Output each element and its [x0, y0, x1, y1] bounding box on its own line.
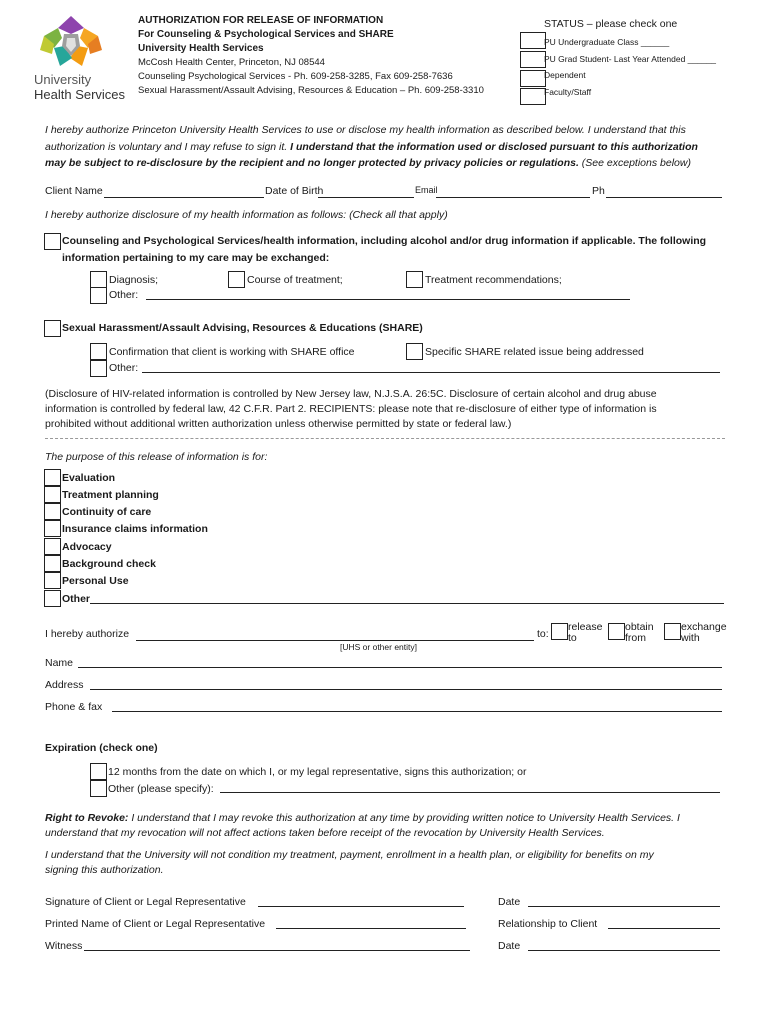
- purpose-advocacy: Advocacy: [62, 541, 112, 553]
- signature-date-label: Date: [498, 896, 521, 908]
- client-name-label: Client Name: [45, 185, 103, 197]
- dob-label: Date of Birth: [265, 185, 324, 197]
- release-to-checkbox[interactable]: [551, 623, 568, 640]
- purpose-insurance: Insurance claims information: [62, 523, 208, 535]
- share-other-field[interactable]: [142, 372, 720, 373]
- purpose-checkbox-treatment-planning[interactable]: [44, 486, 61, 503]
- intro-line-2: [45, 141, 698, 153]
- purpose-checkbox-advocacy[interactable]: [44, 538, 61, 555]
- share-confirm-label: Confirmation that client is working with SHARE office: [109, 346, 355, 358]
- obtain-from-checkbox[interactable]: [608, 623, 625, 640]
- recommendations-checkbox[interactable]: [406, 271, 423, 288]
- diagnosis-checkbox[interactable]: [90, 271, 107, 288]
- course-checkbox[interactable]: [228, 271, 245, 288]
- purpose-intro: The purpose of this release of information is for:: [45, 451, 268, 463]
- authorize-label: I hereby authorize: [45, 628, 130, 640]
- disclosure-intro: I hereby authorize disclosure of my health information as follows: (Check all that apply): [45, 209, 448, 221]
- share-specific-label: Specific SHARE related issue being addressed: [425, 346, 644, 358]
- witness-date-field[interactable]: [528, 950, 720, 951]
- entity-hint: [UHS or other entity]: [340, 642, 418, 652]
- signature-field[interactable]: [258, 906, 464, 907]
- recipient-name-label: Name: [45, 657, 74, 669]
- intro-voluntary: authorization is voluntary and I may refuse to sign it.: [45, 141, 288, 153]
- form-org: University Health Services: [138, 43, 264, 54]
- intro-understand: I understand that the information used or disclosed pursuant to this authorization: [287, 141, 698, 153]
- share-title: Sexual Harassment/Assault Advising, Resources & Educations (SHARE): [62, 322, 423, 334]
- hiv-line-2: information is controlled by federal law, 42 C.F.R. Part 2. RECIPIENTS: please note that re-disclosure of either type of information is: [45, 403, 657, 415]
- exchange-word: exchange: [681, 621, 727, 633]
- printed-name-field[interactable]: [276, 928, 466, 929]
- caps-line-2: information pertaining to my care may be exchanged:: [62, 252, 330, 264]
- witness-field[interactable]: [84, 950, 470, 951]
- share-specific-checkbox[interactable]: [406, 343, 423, 360]
- purpose-checkbox-continuity[interactable]: [44, 503, 61, 520]
- share-confirm-checkbox[interactable]: [90, 343, 107, 360]
- revoke-line-1: [45, 812, 680, 824]
- recipient-name-field[interactable]: [78, 667, 722, 668]
- hiv-line-3: prohibited without additional written authorization unless otherwise permitted by state or federal law.): [45, 418, 512, 430]
- recommendations-label: Treatment recommendations;: [425, 274, 562, 286]
- logo-text-health-services: Health Services: [34, 87, 126, 102]
- condition-line-2: signing this authorization.: [45, 864, 164, 876]
- purpose-continuity: Continuity of care: [62, 506, 152, 518]
- condition-line-1: I understand that the University will not condition my treatment, payment, enrollment in a health plan, or eligibility for benefits on my: [45, 849, 654, 861]
- intro-line-1: I hereby authorize Princeton University Health Services to use or disclose my health information as described below. I understand that this: [45, 124, 686, 136]
- form-header: [138, 14, 484, 98]
- status-checkbox-faculty[interactable]: [520, 88, 546, 105]
- share-checkbox[interactable]: [44, 320, 61, 337]
- intro-redisclosure: may be subject to re-disclosure by the recipient and no longer protected by privacy policies or regulations.: [45, 157, 579, 169]
- purpose-background: Background check: [62, 558, 156, 570]
- recipient-address-label: Address: [45, 679, 84, 691]
- purpose-checkbox-insurance[interactable]: [44, 520, 61, 537]
- status-section: [518, 14, 748, 104]
- expiration-other-field[interactable]: [220, 792, 720, 793]
- purpose-checkbox-other[interactable]: [44, 590, 61, 607]
- intro-line-3: [45, 157, 691, 169]
- caps-phone-line: Counseling Psychological Services - Ph. 609-258-3285, Fax 609-258-7636: [138, 71, 453, 82]
- status-option-faculty: Faculty/Staff: [544, 87, 592, 97]
- purpose-personal: Personal Use: [62, 575, 129, 587]
- release-word: release: [568, 621, 603, 633]
- relationship-label: Relationship to Client: [498, 918, 598, 930]
- hiv-line-1: (Disclosure of HIV-related information is controlled by New Jersey law, N.J.S.A. 26:5C. Disclosure of certain alcohol and drug abuse: [45, 388, 657, 400]
- email-label: Email: [415, 185, 438, 195]
- phone-label: Ph: [592, 185, 605, 197]
- purpose-other-field[interactable]: [90, 603, 724, 604]
- purpose-other: Other: [62, 593, 91, 605]
- purpose-checkbox-personal[interactable]: [44, 572, 61, 589]
- email-field[interactable]: [436, 197, 590, 198]
- status-title: STATUS – please check one: [544, 18, 678, 30]
- form-subtitle: For Counseling & Psychological Services and SHARE: [138, 29, 394, 40]
- share-other-checkbox[interactable]: [90, 360, 107, 377]
- expiration-other-label: Other (please specify):: [108, 783, 214, 795]
- obtain-word: obtain: [625, 621, 654, 633]
- purpose-checkbox-background[interactable]: [44, 555, 61, 572]
- signature-date-field[interactable]: [528, 906, 720, 907]
- form-title: AUTHORIZATION FOR RELEASE OF INFORMATION: [138, 15, 384, 26]
- from-word: from: [625, 632, 646, 644]
- expiration-12mo-checkbox[interactable]: [90, 763, 107, 780]
- status-checkbox-undergrad[interactable]: [520, 32, 546, 49]
- phone-field[interactable]: [606, 197, 722, 198]
- dob-field[interactable]: [318, 197, 414, 198]
- expiration-title: Expiration (check one): [45, 742, 158, 754]
- witness-date-label: Date: [498, 940, 521, 952]
- intro-see-exceptions: (See exceptions below): [578, 157, 691, 169]
- exchange-with-checkbox[interactable]: [664, 623, 681, 640]
- exchange-with-label: [681, 622, 727, 644]
- purpose-treatment-planning: Treatment planning: [62, 489, 159, 501]
- caps-line-1: Counseling and Psychological Services/health information, including alcohol and/or drug information if applicable. The following: [62, 235, 707, 247]
- to-label: to:: [537, 628, 549, 640]
- uhs-logo: [30, 14, 130, 104]
- recipient-phone-field[interactable]: [112, 711, 722, 712]
- client-name-field[interactable]: [104, 197, 264, 198]
- diagnosis-label: Diagnosis;: [109, 274, 159, 286]
- status-checkbox-dependent[interactable]: [520, 70, 546, 87]
- course-label: Course of treatment;: [247, 274, 343, 286]
- printed-name-label: Printed Name of Client or Legal Representative: [45, 918, 266, 930]
- with-word: with: [681, 632, 700, 644]
- uhs-logo-mark-icon: [36, 14, 106, 72]
- share-phone-line: Sexual Harassment/Assault Advising, Resources & Education – Ph. 609-258-3310: [138, 85, 484, 96]
- section-divider: [45, 438, 725, 439]
- status-option-dependent: Dependent: [544, 70, 586, 80]
- obtain-from-label: [625, 622, 654, 644]
- release-to-label: [568, 622, 602, 644]
- authorize-entity-field[interactable]: [136, 640, 534, 641]
- address-line: McCosh Health Center, Princeton, NJ 08544: [138, 57, 325, 68]
- caps-other-field[interactable]: [146, 299, 630, 300]
- revoke-text-1: I understand that I may revoke this authorization at any time by providing written notice to University Health Services. I: [128, 812, 680, 824]
- signature-label: Signature of Client or Legal Representative: [45, 896, 246, 908]
- revoke-line-2: understand that my revocation will not affect actions taken before receipt of the revocation by University Health Services.: [45, 827, 605, 839]
- caps-checkbox[interactable]: [44, 233, 61, 250]
- share-other-label: Other:: [109, 362, 139, 374]
- witness-label: Witness: [45, 940, 83, 952]
- revoke-label: Right to Revoke:: [45, 812, 129, 824]
- caps-other-checkbox[interactable]: [90, 287, 107, 304]
- recipient-phone-label: Phone & fax: [45, 701, 103, 713]
- relationship-field[interactable]: [608, 928, 720, 929]
- expiration-12mo-label: 12 months from the date on which I, or my legal representative, signs this authorization; or: [108, 766, 527, 778]
- status-option-undergrad: PU Undergraduate Class ______: [544, 37, 670, 47]
- expiration-other-checkbox[interactable]: [90, 780, 107, 797]
- status-option-grad: PU Grad Student- Last Year Attended ______: [544, 54, 717, 64]
- purpose-evaluation: Evaluation: [62, 472, 116, 484]
- to-word: to: [568, 632, 577, 644]
- status-checkbox-grad[interactable]: [520, 51, 546, 68]
- recipient-address-field[interactable]: [90, 689, 722, 690]
- caps-other-label: Other:: [109, 289, 139, 301]
- logo-text-university: University: [34, 72, 92, 87]
- purpose-checkbox-evaluation[interactable]: [44, 469, 61, 486]
